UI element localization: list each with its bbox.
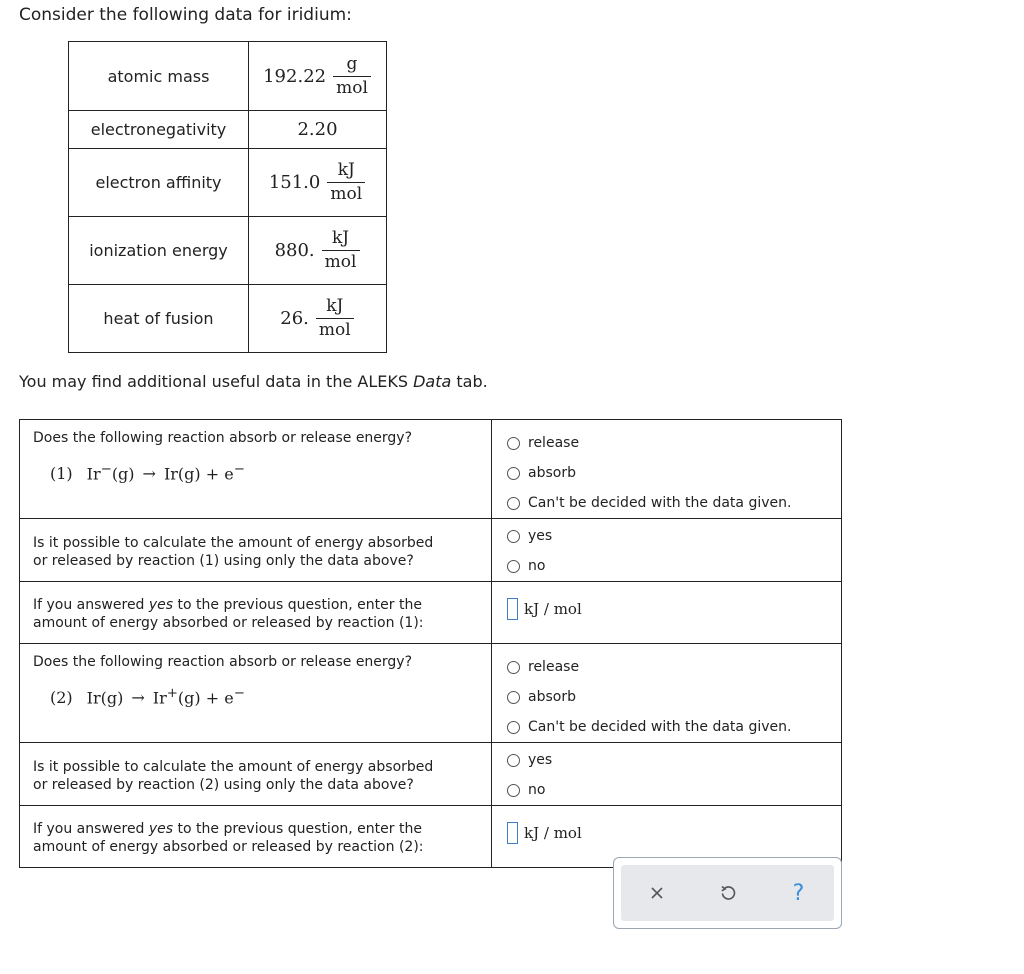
unit-label: kJ / mol xyxy=(524,600,582,618)
radio-button[interactable] xyxy=(507,754,520,767)
property-value: 192.22 xyxy=(263,65,327,87)
question-text: If you answered yes to the previous question, enter the xyxy=(33,597,422,613)
property-label: electron affinity xyxy=(69,149,249,217)
radio-button[interactable] xyxy=(507,437,520,450)
unit-numerator: kJ xyxy=(316,297,354,319)
question-row xyxy=(20,519,842,582)
radio-button[interactable] xyxy=(507,560,520,573)
undo-icon xyxy=(719,884,737,902)
clear-button[interactable] xyxy=(621,865,692,921)
property-value: 151.0 xyxy=(268,172,321,193)
radio-button[interactable] xyxy=(507,661,520,674)
option-absorb[interactable]: absorb xyxy=(507,458,841,488)
radio-button[interactable] xyxy=(507,497,520,510)
property-label: atomic mass xyxy=(69,42,249,111)
question-row xyxy=(20,743,842,806)
intro-text: Consider the following data for iridium: xyxy=(19,5,352,25)
question-text: or released by reaction (2) using only the data above? xyxy=(33,777,414,793)
option-yes[interactable]: yes xyxy=(507,745,841,775)
option-release[interactable]: release xyxy=(507,428,841,458)
question-text: Is it possible to calculate the amount of energy absorbed xyxy=(33,535,434,551)
property-value: 26. xyxy=(280,308,309,329)
table-row xyxy=(69,149,387,217)
unit-denominator: mol xyxy=(318,320,351,340)
radio-button[interactable] xyxy=(507,784,520,797)
property-value: 880. xyxy=(274,240,315,261)
undo-button[interactable] xyxy=(692,865,763,921)
option-cant-decide[interactable]: Can't be decided with the data given. xyxy=(507,712,841,742)
answer-input[interactable] xyxy=(507,822,518,844)
answer-input[interactable] xyxy=(507,598,518,620)
unit-numerator: g xyxy=(333,55,371,77)
property-table xyxy=(68,41,387,353)
reaction-2: (2) Ir(g) → Ir+(g) + e− xyxy=(50,686,245,708)
property-label: heat of fusion xyxy=(69,285,249,353)
table-row xyxy=(69,42,387,111)
table-row xyxy=(69,285,387,353)
option-no[interactable]: no xyxy=(507,551,841,581)
answer-toolbar xyxy=(613,857,842,929)
question-table xyxy=(19,419,842,868)
question-row xyxy=(20,582,842,644)
property-label: ionization energy xyxy=(69,217,249,285)
unit-denominator: mol xyxy=(330,184,363,204)
table-row xyxy=(69,217,387,285)
unit-denominator: mol xyxy=(324,252,357,272)
question-text: amount of energy absorbed or released by reaction (1): xyxy=(33,615,424,631)
question-text: Is it possible to calculate the amount of energy absorbed xyxy=(33,759,434,775)
close-icon xyxy=(650,886,664,900)
unit-denominator: mol xyxy=(336,77,368,98)
radio-button[interactable] xyxy=(507,467,520,480)
option-no[interactable]: no xyxy=(507,775,841,805)
question-text: If you answered yes to the previous question, enter the xyxy=(33,821,422,837)
radio-button[interactable] xyxy=(507,721,520,734)
question-text: amount of energy absorbed or released by reaction (2): xyxy=(33,839,424,855)
option-cant-decide[interactable]: Can't be decided with the data given. xyxy=(507,488,841,518)
help-button[interactable] xyxy=(763,865,834,921)
unit-label: kJ / mol xyxy=(524,824,582,842)
reaction-1: (1) Ir−(g) → Ir(g) + e− xyxy=(50,462,245,484)
unit-numerator: kJ xyxy=(322,229,360,251)
radio-button[interactable] xyxy=(507,691,520,704)
property-value: 2.20 xyxy=(297,119,338,140)
help-icon: ? xyxy=(792,880,805,906)
option-release[interactable]: release xyxy=(507,652,841,682)
option-absorb[interactable]: absorb xyxy=(507,682,841,712)
question-text: Does the following reaction absorb or release energy? xyxy=(33,430,413,446)
radio-button[interactable] xyxy=(507,530,520,543)
question-text: Does the following reaction absorb or release energy? xyxy=(33,654,413,670)
property-label: electronegativity xyxy=(69,111,249,149)
data-tab-note: You may find additional useful data in the ALEKS Data tab. xyxy=(19,372,488,391)
question-row xyxy=(20,420,842,519)
table-row xyxy=(69,111,387,149)
question-row xyxy=(20,644,842,743)
option-yes[interactable]: yes xyxy=(507,521,841,551)
question-text: or released by reaction (1) using only the data above? xyxy=(33,553,414,569)
unit-numerator: kJ xyxy=(327,161,365,183)
